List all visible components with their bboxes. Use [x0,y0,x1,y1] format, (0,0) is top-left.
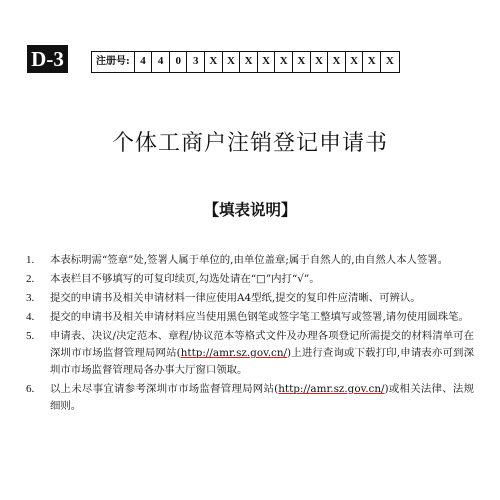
item-text-after: )上进行查询或下载打印,申请表亦可到深圳市市场监督管理局各办事大厅窗口领取。 [50,347,474,376]
item-text: 提交的申请书及相关申请材料应当使用黑色钢笔或签字笔工整填写或签署,请勿使用圆珠笔。 [50,311,469,323]
item-number: 2. [26,273,35,285]
item-text [50,381,474,415]
item-number: 6. [26,383,35,395]
item-text-before: 申请表、决议/决定范本、章程/协议范本等格式文件及办理各项登记所需提交的材料清单可在深圳市市场监督管理局网站( [50,330,474,359]
website-url: http://amr.sz.gov.cn/ [180,347,288,359]
item-text: 本表标明需“签章”处,签署人属于单位的,由单位盖章;属于自然人的,由自然人本人签署。 [50,254,449,266]
item-text-after: )或相关法律、法规细则。 [50,383,474,412]
registration-digit-cell: X [275,52,293,72]
registration-digit-cell: 4 [135,52,153,72]
item-text [50,328,474,379]
registration-digit-cell: X [240,52,258,72]
list-item [26,271,474,288]
list-item [26,290,474,307]
registration-digit-cell: X [258,52,276,72]
website-url: http://amr.sz.gov.cn/ [278,383,385,395]
list-item [26,252,474,269]
form-code-badge: D-3 [27,45,68,73]
instructions-list [26,252,474,417]
registration-digit-cell: X [363,52,381,72]
list-item [26,328,474,379]
item-text: 提交的申请书及相关申请材料一律应使用A4型纸,提交的复印件应清晰、可辨认。 [50,292,421,304]
document-title: 个体工商户注销登记申请书 [111,131,388,156]
registration-digit-cell: 3 [187,52,205,72]
item-number: 1. [26,254,35,266]
registration-digit-cell: X [311,52,329,72]
registration-number-row [91,51,400,73]
item-number: 4. [26,311,35,323]
registration-digit-cell: X [328,52,346,72]
item-text: 本表栏目不够填写的可复印续页,勾选处请在“□”内打“√”。 [50,273,320,285]
registration-digit-cell: X [346,52,364,72]
list-item [26,381,474,415]
list-item [26,309,474,326]
section-heading: 【填表说明】 [203,200,297,219]
registration-digit-cell: X [385,55,394,67]
registration-digit-cell: X [293,52,311,72]
registration-digit-cell: 4 [152,52,170,72]
registration-digit-cell: 0 [170,52,188,72]
item-text-before: 以上未尽事宜请参考深圳市市场监督管理局网站( [50,383,279,395]
registration-digit-cell: X [223,52,241,72]
registration-number-label: 注册号: [92,52,135,72]
registration-digit-cell: X [205,52,223,72]
item-number: 3. [26,292,35,304]
item-number: 5. [26,330,35,342]
